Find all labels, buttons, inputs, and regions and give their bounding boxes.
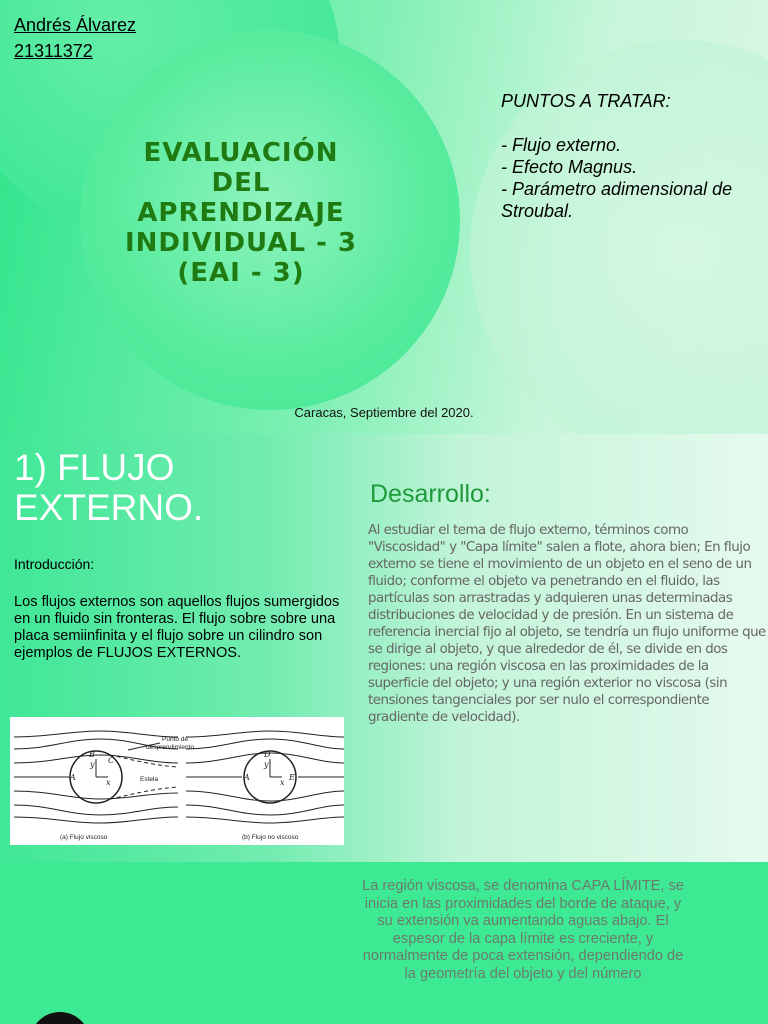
topic-item: - Parámetro adimensional de Stroubal. [501,179,733,221]
wake-label: Estela [140,776,159,783]
separation-label: desprendimiento [146,744,195,751]
separation-label: Punto de [162,736,189,743]
axis-label: x [280,778,285,787]
inviscid-caption: (b) Flujo no viscoso [242,834,299,841]
topics-list [501,90,761,222]
intro-paragraph: Los flujos externos son aquellos flujos sumergidos en un fluido sin fronteras. El flujo sobre sobre una placa semiinfinita y el flujo sobre un cilindro son ejemplos de FLUJOS EXTERNOS. [14,594,340,661]
dateline: Caracas, Septiembre del 2020. [294,405,474,420]
flow-diagram [10,717,344,845]
boundary-layer-page [0,862,768,1024]
topics-heading: PUNTOS A TRATAR: [501,91,671,111]
intro-label: Introducción: [14,556,95,572]
cover-title-line: EVALUACIÓN [143,138,339,168]
viscous-caption: (a) Flujo viscoso [60,834,108,841]
section-external-flow-page [0,434,768,862]
section-title-line: EXTERNO. [14,487,204,528]
point-label: E [289,773,295,782]
point-label: A [70,773,76,782]
point-label: D [264,750,271,759]
author-name: Andrés Álvarez [14,15,137,35]
point-label: A [244,773,250,782]
section-title [14,448,203,528]
author-id: 21311372 [14,41,93,61]
topic-item: - Efecto Magnus. [501,157,638,177]
axis-label: y [90,760,95,769]
development-paragraph: Al estudiar el tema de flujo externo, términos como "Viscosidad" y "Capa límite" salen a flote, ahora bien; En flujo externo se tiene el movimiento de un objeto en el seno de un fluido; conforme el objeto va penetrando en el fluido, las partículas son arrastradas y adquieren unas determinadas distribuciones de velocidad y de presión. En un sistema de referencia inercial fijo al objeto, se tendría un flujo uniforme que se dirige al objeto, y que alrededor de él, se divide en dos regiones: una región viscosa en las proximidades de la superficie del objeto; y una región exterior no viscosa (sin tensiones tangenciales por ser nulo el correspondiente gradiente de velocidad). [368,523,766,725]
cover-title-line: DEL [211,168,271,198]
cover-title-line: INDIVIDUAL - 3 [124,228,358,258]
author-block [14,12,136,64]
decorative-circle [30,1012,90,1024]
point-label: C [108,756,115,765]
point-label: B [89,750,95,759]
cover-page [0,0,768,434]
section-title-line: 1) FLUJO [14,447,175,488]
boundary-layer-paragraph: La región viscosa, se denomina CAPA LÍMITE, se inicia en las proximidades del borde de ataque, y su extensión va aumentando aguas abajo. El espesor de la capa límite es creciente, y normalmente de poca extensión, dependiendo de la geometría del objeto y del número [362,878,684,982]
flow-diagram-figure [10,717,344,845]
development-title: Desarrollo: [370,480,491,508]
cover-title [80,138,402,288]
cover-title-line: (EAI - 3) [177,258,305,288]
axis-label: x [106,778,111,787]
cover-title-line: APRENDIZAJE [137,198,345,228]
topic-item: - Flujo externo. [501,135,622,155]
axis-label: y [264,760,269,769]
